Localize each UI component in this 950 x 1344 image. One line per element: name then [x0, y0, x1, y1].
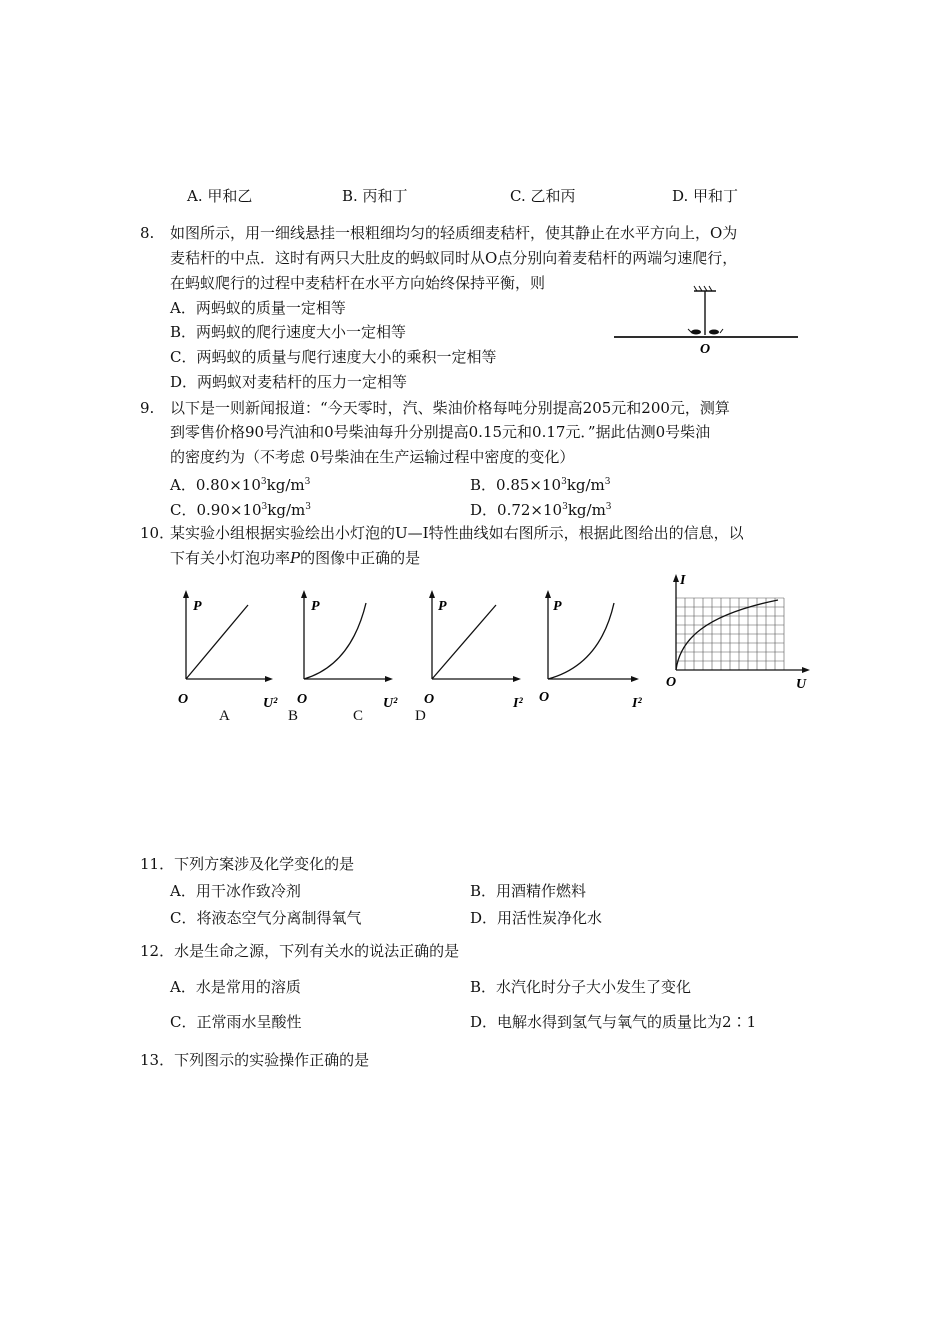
graph-a-origin: O [178, 692, 189, 707]
q10-number: 10． [140, 524, 175, 542]
q11-option-d: D．用活性炭净化水 [470, 909, 603, 927]
q8-option-a: A．两蚂蚁的质量一定相等 [170, 299, 346, 317]
q9-stem-line2: 到零售价格90号汽油和0号柴油每升分别提高0.15元和0.17元．”据此估测0号柴油 [170, 423, 711, 441]
ui-characteristic-graph [664, 570, 814, 695]
ui-xlabel: U [796, 677, 807, 692]
graph-a-xlabel: U² [263, 696, 278, 711]
q13-stem: 13．下列图示的实验操作正确的是 [140, 1051, 370, 1069]
q11-option-c: C．将液态空气分离制得氧气 [170, 909, 362, 927]
q11-option-b: B．用酒精作燃料 [470, 882, 587, 900]
graph-d-origin: O [539, 690, 550, 705]
ui-ylabel: I [680, 573, 686, 588]
q12-stem: 12．水是生命之源，下列有关水的说法正确的是 [140, 942, 460, 960]
graph-a-ylabel: P [193, 599, 202, 614]
q12-option-c: C．正常雨水呈酸性 [170, 1013, 302, 1031]
q8-option-b: B．两蚂蚁的爬行速度大小一定相等 [170, 323, 407, 341]
caption-b: B [288, 708, 299, 724]
q11-option-a: A．用干冰作致冷剂 [170, 882, 301, 900]
graph-d-xlabel: I² [632, 696, 642, 711]
graph-b-origin: O [297, 692, 308, 707]
graph-b-ylabel: P [311, 599, 320, 614]
graph-c-ylabel: P [438, 599, 447, 614]
q8-option-c: C．两蚂蚁的质量与爬行速度大小的乘积一定相等 [170, 348, 497, 366]
graph-b [296, 585, 396, 715]
graph-d-ylabel: P [553, 599, 562, 614]
graph-c-origin: O [424, 692, 435, 707]
caption-d: D [415, 708, 426, 724]
q7-option-d: D. 甲和丁 [672, 187, 739, 205]
q10-stem-line2: 下有关小灯泡功率P的图像中正确的是 [170, 549, 421, 567]
q7-option-c: C. 乙和丙 [510, 187, 576, 205]
q11-stem: 11．下列方案涉及化学变化的是 [140, 855, 355, 873]
caption-c: C [353, 708, 364, 724]
straw-lever-figure [612, 285, 802, 355]
q9-stem-line1: 以下是一则新闻报道：“今天零时，汽、柴油价格每吨分别提高205元和200元，测算 [170, 399, 730, 417]
q9-option-d: D．$0.72\times 10^3kg/m^3$ [470, 501, 612, 519]
q12-option-b: B．水汽化时分子大小发生了变化 [470, 978, 692, 996]
ui-origin: O [666, 675, 677, 690]
caption-a: A [219, 708, 230, 724]
graph-d [540, 585, 650, 715]
q10-stem-line1: 某实验小组根据实验绘出小灯泡的U—I特性曲线如右图所示，根据此图给出的信息，以 [170, 524, 744, 542]
q7-option-b: B. 丙和丁 [342, 187, 408, 205]
q9-number: 9. [140, 399, 155, 417]
ui-grid [676, 598, 784, 670]
q8-stem-line2: 麦秸杆的中点．这时有两只大肚皮的蚂蚁同时从O点分别向着麦秸杆的两端匀速爬行， [170, 249, 738, 267]
q7-option-a: A. 甲和乙 [187, 187, 253, 205]
graph-a [176, 585, 276, 715]
q8-stem-line1: 如图所示，用一细线悬挂一根粗细均匀的轻质细麦秸杆，使其静止在水平方向上，O为 [170, 224, 738, 242]
q9-stem-line3: 的密度约为（不考虑 0号柴油在生产运输过程中密度的变化） [170, 448, 575, 466]
q12-option-d: D．电解水得到氢气与氧气的质量比为2∶1 [470, 1013, 757, 1031]
q9-option-c: C．$0.90\times 10^3kg/m^3$ [170, 501, 311, 519]
graph-b-xlabel: U² [383, 696, 398, 711]
q8-stem-line3: 在蚂蚁爬行的过程中麦秸杆在水平方向始终保持平衡，则 [170, 274, 546, 292]
graph-c [424, 585, 524, 715]
q9-option-b: B．$0.85\times 10^3kg/m^3$ [470, 476, 611, 494]
q12-option-a: A．水是常用的溶质 [170, 978, 301, 996]
graph-c-xlabel: I² [513, 696, 523, 711]
q9-option-a: A．$0.80\times 10^3kg/m^3$ [170, 476, 311, 494]
q8-number: 8. [140, 224, 155, 242]
q8-option-d: D．两蚂蚁对麦秸杆的压力一定相等 [170, 373, 408, 391]
pivot-label: O [700, 342, 711, 357]
